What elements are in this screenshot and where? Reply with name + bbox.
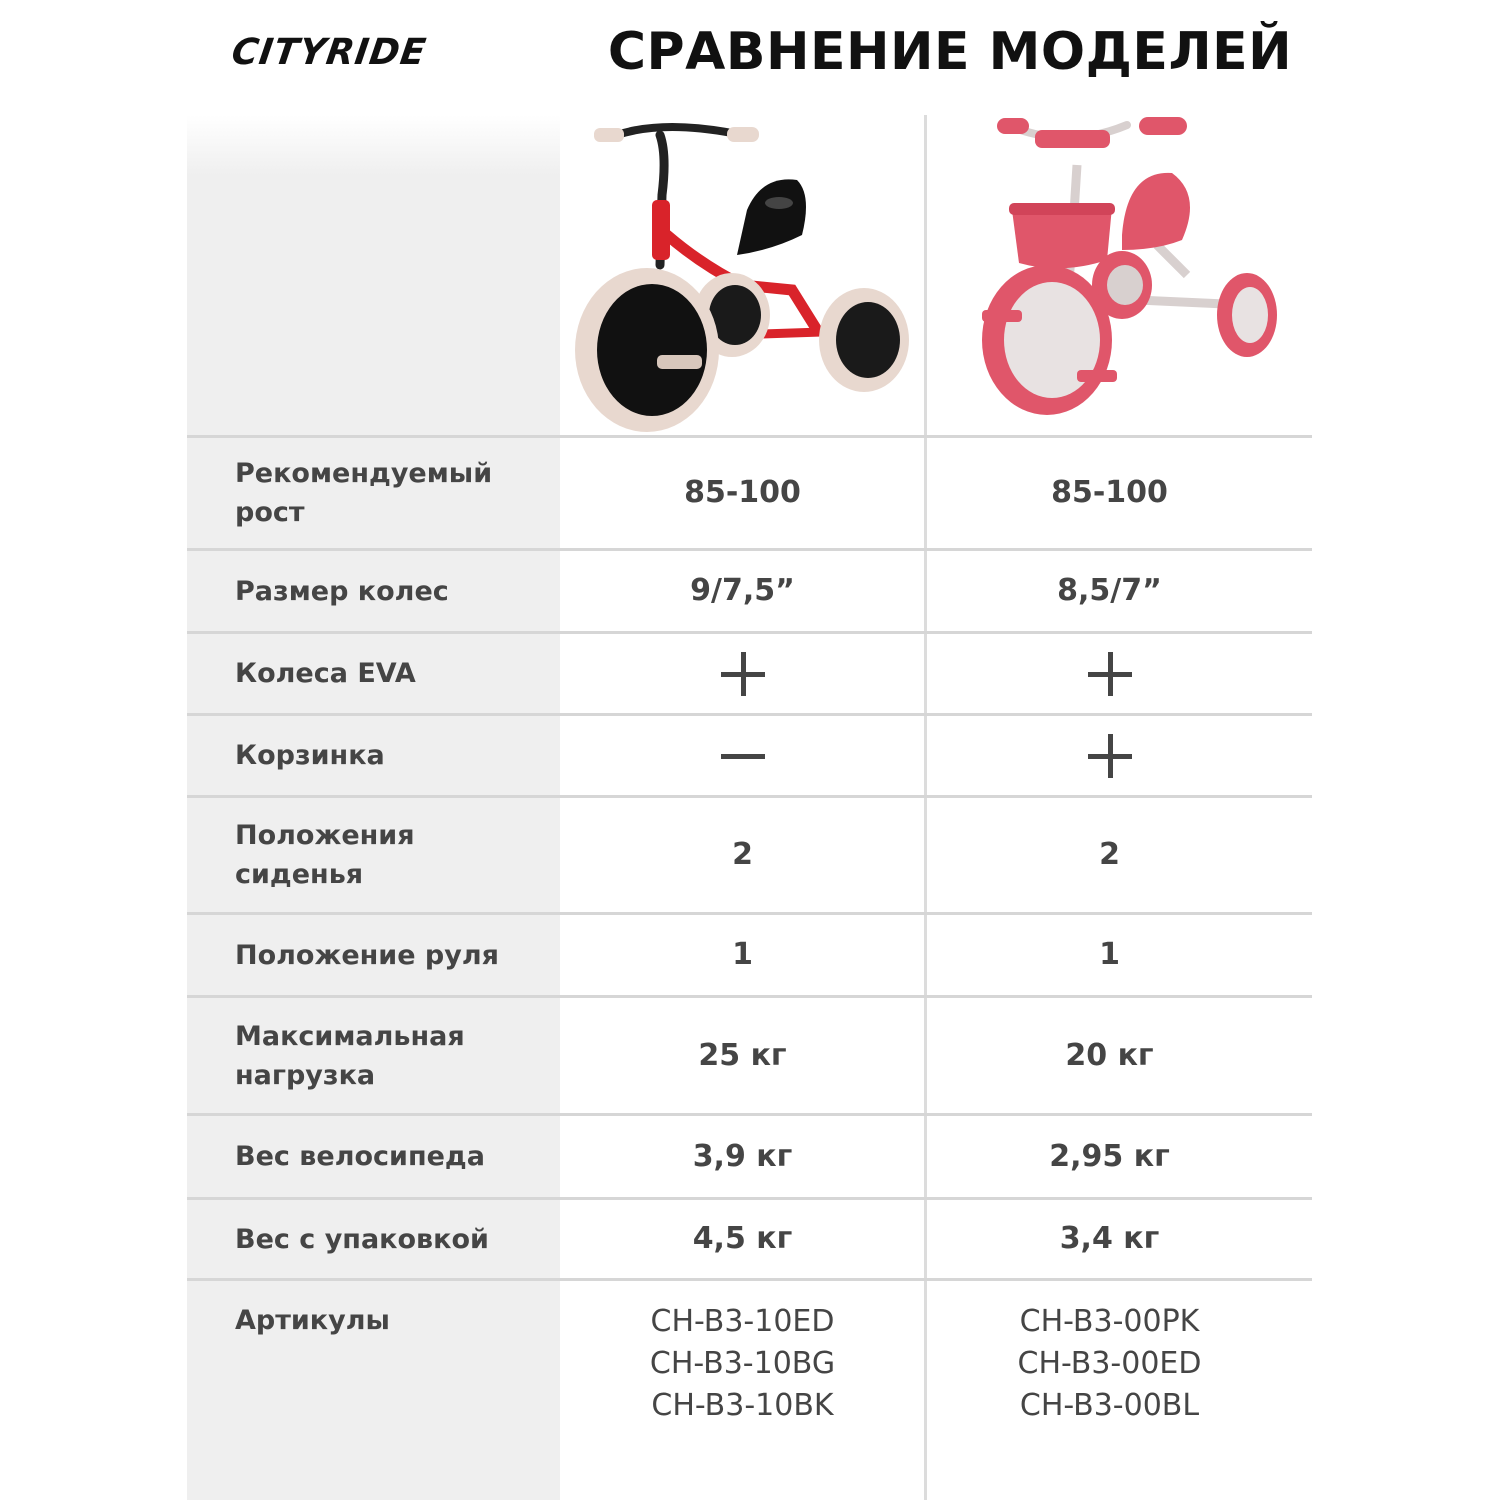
row-label: Корзинка (235, 740, 385, 771)
value-model-2: 1 (1099, 937, 1120, 972)
product-image-red-tricycle (572, 115, 917, 435)
table-row (187, 1200, 1312, 1278)
value-model-1: 2 (732, 837, 753, 872)
comparison-table (187, 115, 1312, 1500)
table-row (187, 634, 1312, 713)
articles-model-1 (560, 1281, 925, 1427)
plus-icon (721, 652, 765, 696)
row-label: Максимальная нагрузка (235, 1020, 465, 1091)
value-model-2: 20 кг (1065, 1037, 1154, 1073)
table-row (187, 915, 1312, 995)
table-row (187, 998, 1312, 1113)
value-model-1: 4,5 кг (692, 1221, 793, 1256)
value-model-1: 1 (732, 937, 753, 972)
row-label: Вес с упаковкой (235, 1223, 489, 1255)
product-image-pink-tricycle (957, 115, 1287, 435)
value-model-1: 9/7,5” (690, 573, 795, 608)
article-code: CH-B3-00BL (1019, 1388, 1200, 1423)
value-model-2: 2,95 кг (1049, 1138, 1170, 1174)
table-row (187, 1116, 1312, 1197)
value-model-1: 85-100 (684, 475, 801, 510)
article-code: CH-B3-10BG (649, 1346, 836, 1381)
row-label: Рекомендуемый рост (235, 458, 493, 528)
value-model-1: 25 кг (698, 1037, 787, 1073)
row-label: Положения сиденья (235, 820, 415, 890)
table-row (187, 716, 1312, 795)
articles-row (187, 1281, 1312, 1500)
article-code: CH-B3-00PK (1019, 1304, 1200, 1339)
page-title: СРАВНЕНИЕ МОДЕЛЕЙ (607, 22, 1293, 82)
row-label: Размер колес (235, 575, 449, 607)
brand-logo: CITYRIDE (229, 32, 429, 73)
pink-tricycle-icon (957, 115, 1287, 435)
value-model-2: 8,5/7” (1057, 573, 1162, 608)
article-code: CH-B3-00ED (1017, 1346, 1202, 1381)
row-label: Положение руля (235, 939, 499, 971)
table-row (187, 438, 1312, 548)
header (0, 0, 1500, 115)
value-model-2: 3,4 кг (1059, 1221, 1160, 1256)
article-code: CH-B3-10BK (651, 1388, 834, 1423)
value-model-2: 2 (1099, 837, 1120, 872)
value-model-1 (560, 716, 925, 795)
value-model-1 (560, 634, 925, 713)
article-code: CH-B3-10ED (650, 1304, 835, 1339)
value-model-2: 85-100 (1051, 475, 1168, 510)
value-model-2 (927, 634, 1292, 713)
value-model-2 (927, 716, 1292, 795)
row-label: Артикулы (235, 1305, 390, 1336)
articles-model-2 (927, 1281, 1292, 1427)
minus-icon (721, 734, 765, 778)
red-tricycle-icon (572, 115, 917, 435)
value-model-1: 3,9 кг (692, 1138, 793, 1174)
table-row (187, 551, 1312, 631)
row-label: Колеса EVA (235, 658, 416, 689)
table-row (187, 798, 1312, 912)
plus-icon (1088, 734, 1132, 778)
row-label: Вес велосипеда (235, 1141, 485, 1172)
plus-icon (1088, 652, 1132, 696)
